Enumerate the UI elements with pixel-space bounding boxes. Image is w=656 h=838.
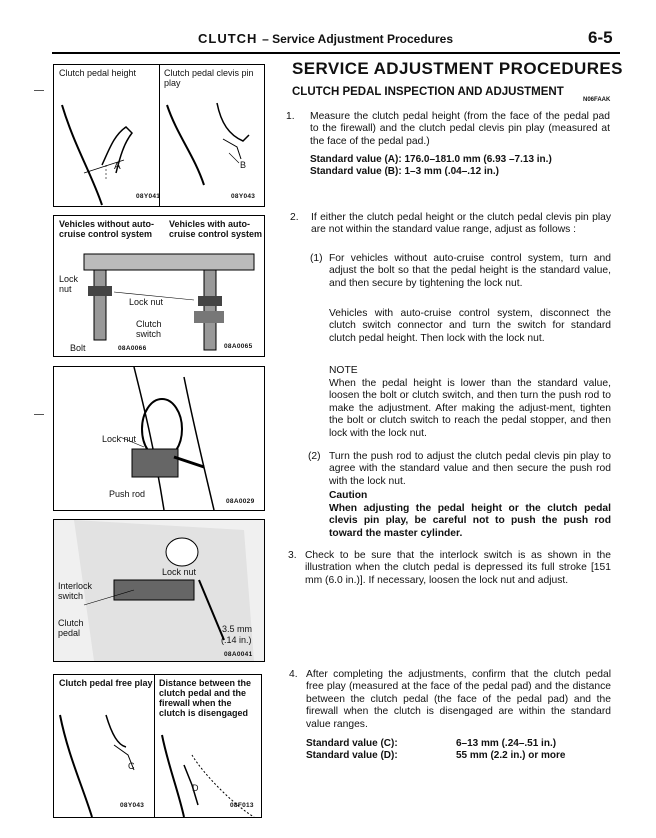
step2-sub1-text: For vehicles without auto-cruise control system, turn and adjust the bolt so that the pedal height is the standard value, and then secure by tightening the lock nut. (329, 253, 611, 289)
fig4-dim-mm: 3.5 mm (222, 624, 253, 634)
fig3-drawing (54, 367, 264, 510)
fig5-code-right: 08F013 (230, 802, 254, 809)
fig3-code: 08A0029 (226, 498, 255, 505)
fig5-right-drawing (154, 675, 261, 817)
header-rule (52, 52, 620, 54)
fig4-dim-in: (.14 in.) (221, 635, 252, 645)
step1-spec-b: Standard value (B): 1–3 mm (.04–.12 in.) (310, 166, 499, 177)
main-subtitle: CLUTCH PEDAL INSPECTION AND ADJUSTMENT (292, 86, 564, 98)
step4-spec-c-value: 6–13 mm (.24–.51 in.) (456, 738, 557, 749)
fig3-lock-nut: Lock nut (102, 434, 137, 444)
fig2-clutch-switch: Clutch switch (136, 319, 162, 339)
page-number: 6-5 (588, 28, 613, 47)
header-subtitle: – Service Adjustment Procedures (262, 32, 454, 46)
header-section: CLUTCH (198, 31, 258, 46)
fig1-mark-a: A (114, 161, 121, 172)
fig5-left-drawing (54, 675, 154, 817)
fig5-left-label: Clutch pedal free play (59, 678, 153, 688)
step4-number: 4. (289, 669, 298, 680)
fig5-code-left: 08Y043 (120, 802, 145, 809)
header-title (198, 31, 453, 46)
step4-spec-c-label: Standard value (C): (306, 738, 398, 749)
step4-spec-d-value: 55 mm (2.2 in.) or more (456, 750, 566, 761)
margin-mark (34, 414, 44, 415)
step2-number: 2. (290, 212, 299, 223)
fig4-code: 08A0041 (224, 651, 253, 658)
fig2-lock-nut-mid: Lock nut (129, 297, 164, 307)
fig5-mark-d: D (192, 783, 199, 793)
step2-sub2-text: Turn the push rod to adjust the clutch pedal clevis pin play to agree with the standard value and then secure the push rod with the lock nut. (329, 451, 611, 487)
figure-pedal-height (53, 64, 265, 207)
step1-text: Measure the clutch pedal height (from the face of the pedal pad to the firewall) and the clutch pedal clevis pin play (measured at the face of the pedal pad.) (310, 111, 610, 147)
step3-text: Check to be sure that the interlock switch is as shown in the illustration when the clutch pedal is depressed its full stroke [151 mm (6.0 in.)]. If necessary, loosen the lock nut and adjust. (305, 550, 611, 586)
fig4-interlock-switch: Interlock switch (58, 581, 93, 601)
fig1-right-drawing (159, 65, 264, 206)
fig5-mark-c: C (128, 761, 135, 771)
caution-title: Caution (329, 490, 368, 501)
fig1-mark-b: B (240, 160, 247, 170)
step2-sub2-number: (2) (308, 451, 321, 462)
fig2-bolt: Bolt (70, 343, 86, 353)
note-title: NOTE (329, 365, 358, 376)
fig1-left-label: Clutch pedal height (59, 68, 137, 78)
step1-spec-a: Standard value (A): 176.0–181.0 mm (6.93 –7.13 in.) (310, 154, 552, 165)
fig3-push-rod: Push rod (109, 489, 146, 499)
fig4-lock-nut: Lock nut (162, 567, 197, 577)
fig2-right-label: Vehicles with auto-cruise control system (169, 219, 263, 239)
subtitle-code: N06FAAK (583, 97, 611, 103)
caution-text: When adjusting the pedal height or the clutch pedal clevis pin play, be careful not to push the push rod toward the master cylinder. (329, 503, 611, 539)
fig5-right-label: Distance between the clutch pedal and the firewall when the clutch is disengaged (159, 678, 252, 718)
step2-text: If either the clutch pedal height or the clutch pedal clevis pin play are not within the standard value range, adjust as follows : (311, 212, 611, 236)
fig1-left-drawing (54, 65, 159, 206)
step4-spec-d-label: Standard value (D): (306, 750, 398, 761)
fig2-lock-nut-left: Lock nut (59, 274, 79, 294)
step4-text: After completing the adjustments, confirm that the clutch pedal free play (measured at the face of the pedal pad) and the distance between the clutch pedal (the face of the pedal pad) and the firewall when the clutch is disengaged are within the standard value ranges. (306, 669, 611, 730)
step2-sub1-text2: Vehicles with auto-cruise control system, disconnect the clutch switch connector and turn the switch for standard clutch pedal height. Then lock with the lock nut. (329, 308, 611, 344)
main-title: SERVICE ADJUSTMENT PROCEDURES (292, 59, 623, 78)
fig1-right-label: Clutch pedal clevis pin play (164, 68, 254, 88)
fig4-clutch-pedal: Clutch pedal (58, 618, 84, 638)
step1-number: 1. (286, 111, 295, 122)
figure-free-play (53, 674, 262, 818)
figure-push-rod (53, 366, 265, 511)
figure-adjust-bolt-switch (53, 215, 265, 357)
fig1-code-right: 08Y043 (231, 193, 256, 200)
step2-sub1-number: (1) (310, 253, 323, 264)
fig2-left-label: Vehicles without auto-cruise control system (59, 219, 155, 239)
fig1-code-left: 08Y041 (136, 193, 161, 200)
margin-mark (34, 90, 44, 91)
figure-interlock-switch (53, 519, 265, 662)
fig2-code-left: 08A0066 (118, 345, 147, 352)
note-text: When the pedal height is lower than the standard value, loosen the bolt or clutch switch, and then turn the push rod to make the adjustment. After making the adjust-ment, tighten the bolt or clutch switch to reach the pedal stopper, and then lock with the lock nut. (329, 378, 611, 439)
fig2-code-right: 08A0065 (224, 343, 253, 350)
step3-number: 3. (288, 550, 297, 561)
